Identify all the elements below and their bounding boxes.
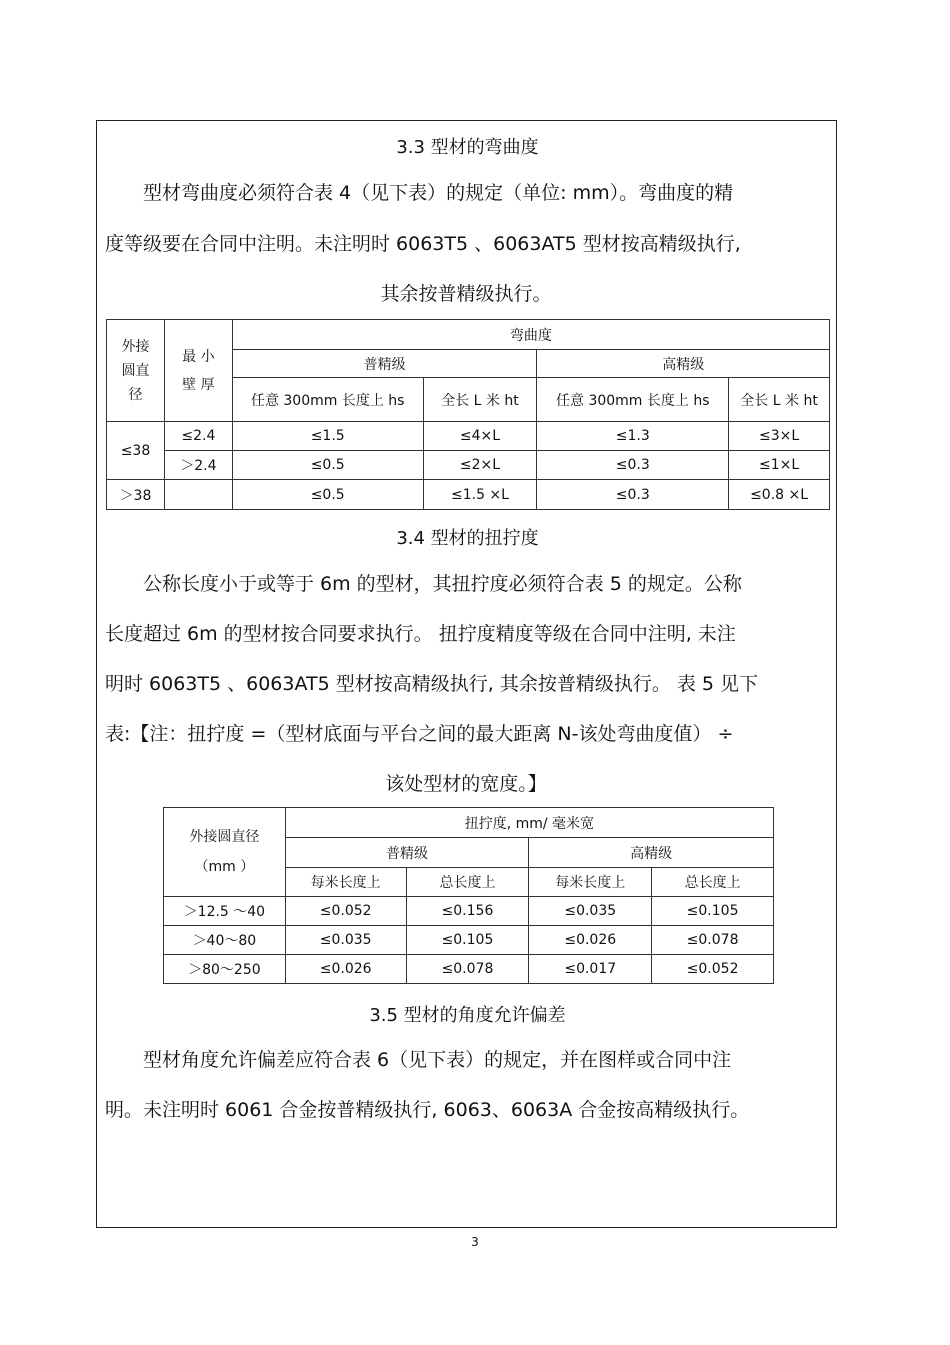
t4-cell-wall: ＞2.4 [164, 451, 232, 480]
t5-cell: ≤0.105 [652, 897, 774, 926]
table-row [164, 897, 774, 926]
t5-cell: ≤0.035 [529, 897, 652, 926]
t4-cell: ≤0.5 [232, 480, 423, 510]
t4-cell: ≤1.5 ×L [423, 480, 537, 510]
t4-cell: ≤1×L [729, 451, 830, 480]
t5-header-normal: 普精级 [285, 838, 529, 868]
t4-cell: ≤0.3 [537, 480, 729, 510]
t5-cell: ≤0.035 [285, 926, 406, 955]
t5-cell: ≤0.052 [285, 897, 406, 926]
t5-cell: ≤0.026 [285, 955, 406, 984]
t5-cell-range: ＞12.5 ～40 [164, 897, 286, 926]
section-3-5-line-2: 明。未注明时 6061 合金按普精级执行, 6063、6063A 合金按高精级执行。 [105, 1099, 750, 1121]
t4-header-ht-normal: 全长 L 米 ht [423, 378, 537, 422]
page-number: 3 [471, 1235, 479, 1249]
t5-cell-range: ＞80～250 [164, 955, 286, 984]
t5-cell: ≤0.026 [529, 926, 652, 955]
section-3-3-line-3: 其余按普精级执行。 [380, 283, 552, 305]
table-row [107, 451, 830, 480]
t5-cell: ≤0.105 [406, 926, 529, 955]
section-3-5-line-1: 型材角度允许偏差应符合表 6（见下表）的规定，并在图样或合同中注 [143, 1049, 732, 1071]
t4-cell: ≤3×L [729, 422, 830, 451]
table-row [107, 480, 830, 510]
t4-header-outer-diameter: 外接 圆直 径 [107, 320, 165, 422]
t5-cell: ≤0.078 [652, 926, 774, 955]
section-3-4-line-5: 该处型材的宽度。】 [385, 773, 547, 795]
t5-header-per-meter: 每米长度上 [529, 868, 652, 897]
section-3-3-heading: 3.3 型材的弯曲度 [396, 137, 539, 158]
t5-header-outer-diameter: 外接圆直径 （mm ） [164, 808, 286, 897]
t4-header-ht-high: 全长 L 米 ht [729, 378, 830, 422]
t4-header-min-wall: 最 小 壁 厚 [164, 320, 232, 422]
section-3-4-heading: 3.4 型材的扭拧度 [396, 528, 539, 549]
section-3-4-line-1: 公称长度小于或等于 6m 的型材，其扭拧度必须符合表 5 的规定。公称 [143, 573, 742, 595]
t5-header-per-meter: 每米长度上 [285, 868, 406, 897]
section-3-4-line-3: 明时 6063T5 、6063AT5 型材按高精级执行, 其余按普精级执行。 表 5 见下 [105, 673, 759, 695]
t4-cell: ≤2×L [423, 451, 537, 480]
t4-cell-wall [164, 480, 232, 510]
t5-cell: ≤0.052 [652, 955, 774, 984]
section-3-4-line-2: 长度超过 6m 的型材按合同要求执行。 扭拧度精度等级在合同中注明, 未注 [105, 623, 736, 645]
section-3-3-line-1: 型材弯曲度必须符合表 4（见下表）的规定（单位: mm）。弯曲度的精 [143, 182, 734, 204]
t4-header-high: 高精级 [537, 350, 830, 378]
t5-header-total: 总长度上 [406, 868, 529, 897]
section-3-3-line-2: 度等级要在合同中注明。未注明时 6063T5 、6063AT5 型材按高精级执行, [105, 233, 741, 255]
t4-cell: ≤0.3 [537, 451, 729, 480]
t4-cell-wall: ≤2.4 [164, 422, 232, 451]
table-row [107, 422, 830, 451]
t5-header-total: 总长度上 [652, 868, 774, 897]
t4-cell: ≤4×L [423, 422, 537, 451]
document-frame [96, 120, 837, 1228]
table-4-bending [106, 319, 830, 510]
t4-cell-outer: ＞38 [107, 480, 165, 510]
t5-cell-range: ＞40～80 [164, 926, 286, 955]
t4-header-normal: 普精级 [232, 350, 537, 378]
t5-cell: ≤0.078 [406, 955, 529, 984]
t5-header-twist: 扭拧度, mm/ 毫米宽 [285, 808, 773, 838]
t5-cell: ≤0.156 [406, 897, 529, 926]
t4-cell: ≤0.8 ×L [729, 480, 830, 510]
t5-header-high: 高精级 [529, 838, 774, 868]
table-5-twist [163, 807, 774, 984]
table-row [164, 955, 774, 984]
t4-cell-outer: ≤38 [107, 422, 165, 480]
t4-cell: ≤0.5 [232, 451, 423, 480]
section-3-4-line-4: 表:【注：扭拧度 =（型材底面与平台之间的最大距离 N-该处弯曲度值） ÷ [105, 723, 734, 745]
table-row [164, 926, 774, 955]
t5-cell: ≤0.017 [529, 955, 652, 984]
t4-header-hs-high: 任意 300mm 长度上 hs [537, 378, 729, 422]
section-3-5-heading: 3.5 型材的角度允许偏差 [369, 1005, 566, 1026]
t4-cell: ≤1.3 [537, 422, 729, 451]
t4-header-bending: 弯曲度 [232, 320, 829, 350]
t4-cell: ≤1.5 [232, 422, 423, 451]
t4-header-hs-normal: 任意 300mm 长度上 hs [232, 378, 423, 422]
